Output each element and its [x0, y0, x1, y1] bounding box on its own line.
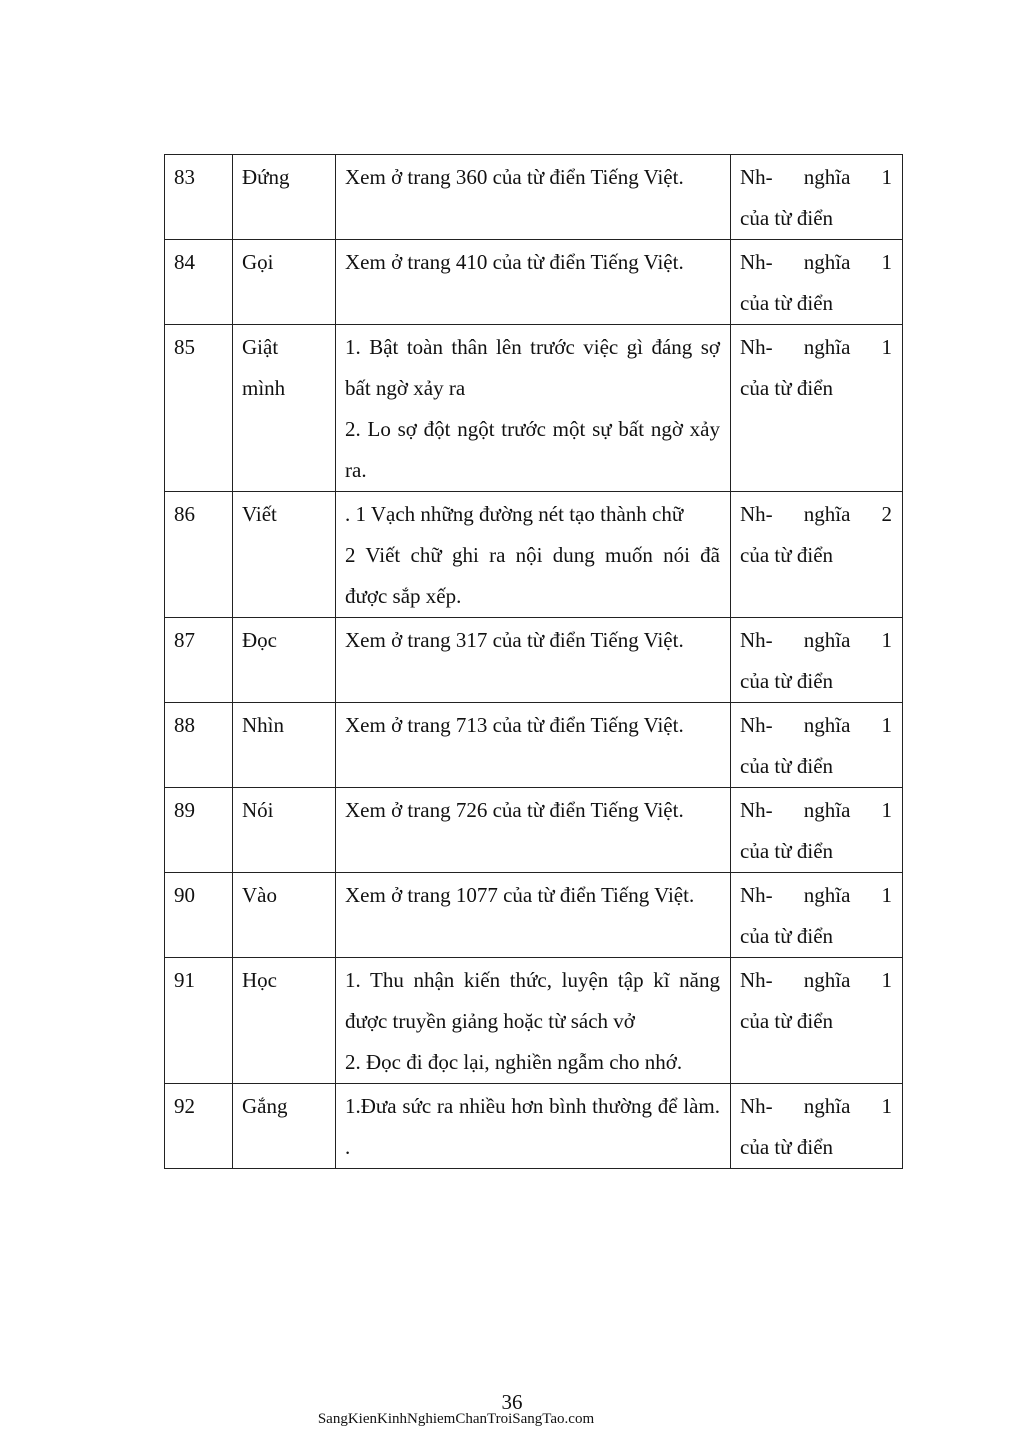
- note-prefix: Nh-: [740, 713, 773, 737]
- note-prefix: Nh-: [740, 165, 773, 189]
- note-meaning-number: 1: [881, 798, 892, 822]
- note-source: của từ điển: [740, 669, 834, 693]
- table-row: [165, 492, 903, 618]
- table-row: [165, 788, 903, 873]
- entry-definition: [336, 788, 731, 873]
- note-meaning-label: nghĩa: [803, 798, 851, 822]
- entry-word: Nói: [233, 788, 336, 873]
- note-meaning-line: [740, 1086, 892, 1127]
- note-meaning-label: nghĩa: [803, 883, 851, 907]
- note-meaning-label: nghĩa: [803, 1094, 851, 1118]
- entry-definition: [336, 492, 731, 618]
- entry-note: [731, 492, 903, 618]
- footer-website: SangKienKinhNghiemChanTroiSangTao.com: [317, 1411, 595, 1427]
- note-source: của từ điển: [740, 291, 834, 315]
- definition-line: Xem ở trang 360 của từ điển Tiếng Việt.: [345, 165, 684, 189]
- definition-line: 1. Thu nhận kiến thức, luyện tập kĩ năng được truyền giảng hoặc từ sách vở: [345, 968, 720, 1033]
- entry-number: 87: [165, 618, 233, 703]
- entry-definition: [336, 958, 731, 1084]
- entry-definition: [336, 325, 731, 492]
- entry-definition: [336, 873, 731, 958]
- note-prefix: Nh-: [740, 883, 773, 907]
- definition-line: . 1 Vạch những đường nét tạo thành chữ: [345, 502, 684, 526]
- note-source: của từ điển: [740, 1009, 834, 1033]
- entry-definition: [336, 240, 731, 325]
- table-row: [165, 618, 903, 703]
- entry-word: Gọi: [233, 240, 336, 325]
- entry-note: [731, 958, 903, 1084]
- note-meaning-label: nghĩa: [803, 628, 851, 652]
- note-meaning-line: [740, 242, 892, 283]
- note-source: của từ điển: [740, 754, 834, 778]
- entry-definition: [336, 155, 731, 240]
- entry-definition: [336, 703, 731, 788]
- note-source: của từ điển: [740, 839, 834, 863]
- dictionary-table: [164, 154, 903, 1169]
- definition-line: 2 Viết chữ ghi ra nội dung muốn nói đã được sắp xếp.: [345, 543, 720, 608]
- note-meaning-line: [740, 157, 892, 198]
- entry-word: Viết: [233, 492, 336, 618]
- definition-line: 2. Lo sợ đột ngột trước một sự bất ngờ xảy ra.: [345, 417, 720, 482]
- entry-number: 85: [165, 325, 233, 492]
- note-meaning-line: [740, 494, 892, 535]
- note-source: của từ điển: [740, 543, 834, 567]
- entry-word: Học: [233, 958, 336, 1084]
- note-prefix: Nh-: [740, 968, 773, 992]
- entry-note: [731, 618, 903, 703]
- entry-number: 90: [165, 873, 233, 958]
- note-prefix: Nh-: [740, 502, 773, 526]
- entry-number: 86: [165, 492, 233, 618]
- table-row: [165, 1084, 903, 1169]
- table-row: [165, 703, 903, 788]
- entry-number: 92: [165, 1084, 233, 1169]
- entry-note: [731, 325, 903, 492]
- entry-number: 88: [165, 703, 233, 788]
- entry-word: Nhìn: [233, 703, 336, 788]
- note-meaning-line: [740, 327, 892, 368]
- entry-word: Gắng: [233, 1084, 336, 1169]
- entry-word: Đọc: [233, 618, 336, 703]
- note-meaning-label: nghĩa: [803, 165, 851, 189]
- note-meaning-label: nghĩa: [803, 713, 851, 737]
- note-source: của từ điển: [740, 376, 834, 400]
- note-meaning-line: [740, 790, 892, 831]
- page-number: 36: [501, 1390, 523, 1414]
- note-source: của từ điển: [740, 1135, 834, 1159]
- table-row: [165, 240, 903, 325]
- note-meaning-label: nghĩa: [803, 502, 851, 526]
- definition-line: 1.Đưa sức ra nhiều hơn bình thường để làm. .: [345, 1094, 720, 1159]
- note-meaning-number: 1: [881, 1094, 892, 1118]
- entry-word: Đứng: [233, 155, 336, 240]
- note-meaning-label: nghĩa: [803, 250, 851, 274]
- note-source: của từ điển: [740, 206, 834, 230]
- definition-line: Xem ở trang 713 của từ điển Tiếng Việt.: [345, 713, 684, 737]
- table-row: [165, 155, 903, 240]
- entry-note: [731, 240, 903, 325]
- entry-note: [731, 703, 903, 788]
- note-meaning-number: 2: [881, 502, 892, 526]
- entry-note: [731, 1084, 903, 1169]
- dictionary-table-body: [165, 155, 903, 1169]
- entry-note: [731, 873, 903, 958]
- entry-number: 83: [165, 155, 233, 240]
- definition-line: Xem ở trang 317 của từ điển Tiếng Việt.: [345, 628, 684, 652]
- definition-line: Xem ở trang 410 của từ điển Tiếng Việt.: [345, 250, 684, 274]
- note-meaning-number: 1: [881, 883, 892, 907]
- entry-note: [731, 788, 903, 873]
- note-meaning-number: 1: [881, 335, 892, 359]
- entry-number: 84: [165, 240, 233, 325]
- note-meaning-label: nghĩa: [803, 968, 851, 992]
- note-meaning-line: [740, 620, 892, 661]
- table-row: [165, 325, 903, 492]
- note-meaning-label: nghĩa: [803, 335, 851, 359]
- note-meaning-number: 1: [881, 250, 892, 274]
- note-meaning-number: 1: [881, 165, 892, 189]
- entry-word: Giật mình: [233, 325, 336, 492]
- note-source: của từ điển: [740, 924, 834, 948]
- note-meaning-line: [740, 705, 892, 746]
- entry-number: 91: [165, 958, 233, 1084]
- note-prefix: Nh-: [740, 628, 773, 652]
- note-meaning-number: 1: [881, 968, 892, 992]
- note-meaning-number: 1: [881, 713, 892, 737]
- table-row: [165, 958, 903, 1084]
- note-prefix: Nh-: [740, 798, 773, 822]
- note-prefix: Nh-: [740, 335, 773, 359]
- entry-note: [731, 155, 903, 240]
- table-row: [165, 873, 903, 958]
- definition-line: Xem ở trang 1077 của từ điển Tiếng Việt.: [345, 883, 695, 907]
- note-meaning-line: [740, 960, 892, 1001]
- definition-line: 1. Bật toàn thân lên trước việc gì đáng sợ bất ngờ xảy ra: [345, 335, 720, 400]
- note-prefix: Nh-: [740, 250, 773, 274]
- entry-definition: [336, 1084, 731, 1169]
- note-meaning-number: 1: [881, 628, 892, 652]
- entry-definition: [336, 618, 731, 703]
- entry-number: 89: [165, 788, 233, 873]
- note-meaning-line: [740, 875, 892, 916]
- entry-word: Vào: [233, 873, 336, 958]
- note-prefix: Nh-: [740, 1094, 773, 1118]
- definition-line: 2. Đọc đi đọc lại, nghiền ngẫm cho nhớ.: [345, 1050, 683, 1074]
- definition-line: Xem ở trang 726 của từ điển Tiếng Việt.: [345, 798, 684, 822]
